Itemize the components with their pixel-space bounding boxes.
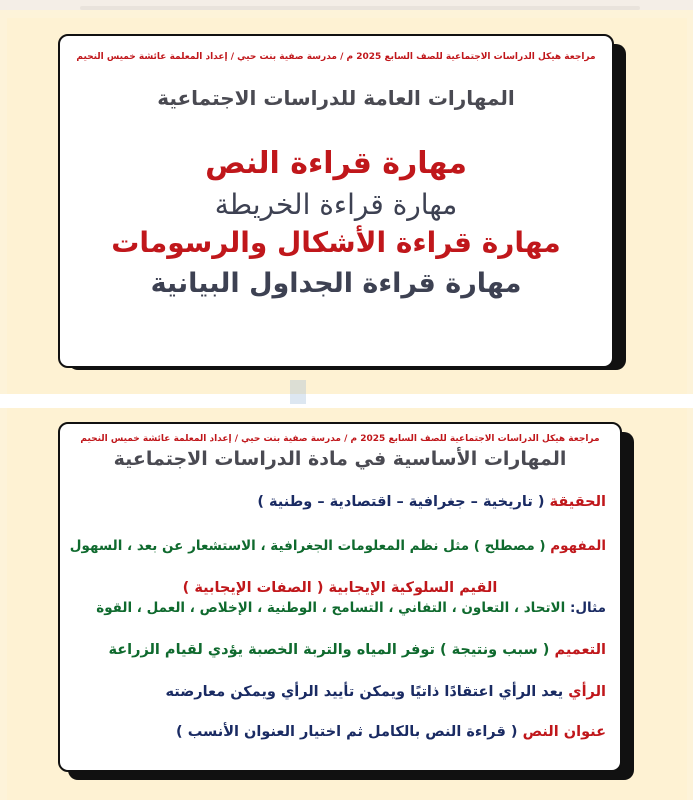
example-row xyxy=(70,600,606,616)
generalization-text: ( سبب ونتيجة ) توفر المياه والتربة الخصبة يؤدي لقيام الزراعة xyxy=(108,642,550,658)
top-divider xyxy=(80,6,640,10)
fact-text: ( تاريخية – جغرافية – اقتصادية – وطنية ) xyxy=(257,494,545,510)
concept-row xyxy=(70,538,606,554)
generalization-row xyxy=(70,642,606,658)
example-text: الاتحاد ، التعاون ، التفاني ، التسامح ، الوطنية ، الإخلاص ، العمل ، القوة xyxy=(96,600,566,616)
title-text: ( قراءة النص بالكامل ثم اختيار العنوان الأنسب ) xyxy=(176,724,518,740)
example-label: مثال: xyxy=(569,600,606,616)
title-label: عنوان النص xyxy=(522,724,606,740)
title-row xyxy=(70,724,606,740)
card-title-2: المهارات الأساسية في مادة الدراسات الاجتماعية xyxy=(113,448,567,470)
skill-text-reading: مهارة قراءة النص xyxy=(205,146,467,181)
header-credit-2: مراجعة هيكل الدراسات الاجتماعية للصف السابع 2025 م / مدرسة صفية بنت حيي / إعداد المعلمة عائشة خميس النحيم xyxy=(80,434,600,444)
header-credit: مراجعة هيكل الدراسات الاجتماعية للصف السابع 2025 م / مدرسة صفية بنت حيي / إعداد المعلمة عائشة خميس النحيم xyxy=(76,52,596,62)
values-row xyxy=(60,580,620,596)
skill-tables-reading: مهارة قراءة الجداول البيانية xyxy=(150,268,522,299)
fact-row xyxy=(70,494,606,510)
values-line: القيم السلوكية الإيجابية ( الصفات الإيجابية ) xyxy=(182,580,498,596)
concept-label: المفهوم xyxy=(550,538,606,554)
fact-label: الحقيقة xyxy=(549,494,606,510)
skill-map-reading: مهارة قراءة الخريطة xyxy=(214,188,458,221)
opinion-label: الرأي xyxy=(568,684,606,700)
opinion-row xyxy=(70,684,606,700)
card-title: المهارات العامة للدراسات الاجتماعية xyxy=(157,86,515,110)
concept-text: ( مصطلح ) مثل نظم المعلومات الجغرافية ، الاستشعار عن بعد ، السهول xyxy=(69,538,546,554)
card-general-skills xyxy=(58,34,614,368)
card-basic-skills xyxy=(58,422,622,772)
top-strip xyxy=(0,0,693,10)
generalization-label: التعميم xyxy=(554,642,606,658)
skill-shapes-reading: مهارة قراءة الأشكال والرسومات xyxy=(111,226,561,259)
opinion-text: يعد الرأي اعتقادًا ذاتيًا ويمكن تأييد الرأي ويمكن معارضته xyxy=(165,684,564,700)
